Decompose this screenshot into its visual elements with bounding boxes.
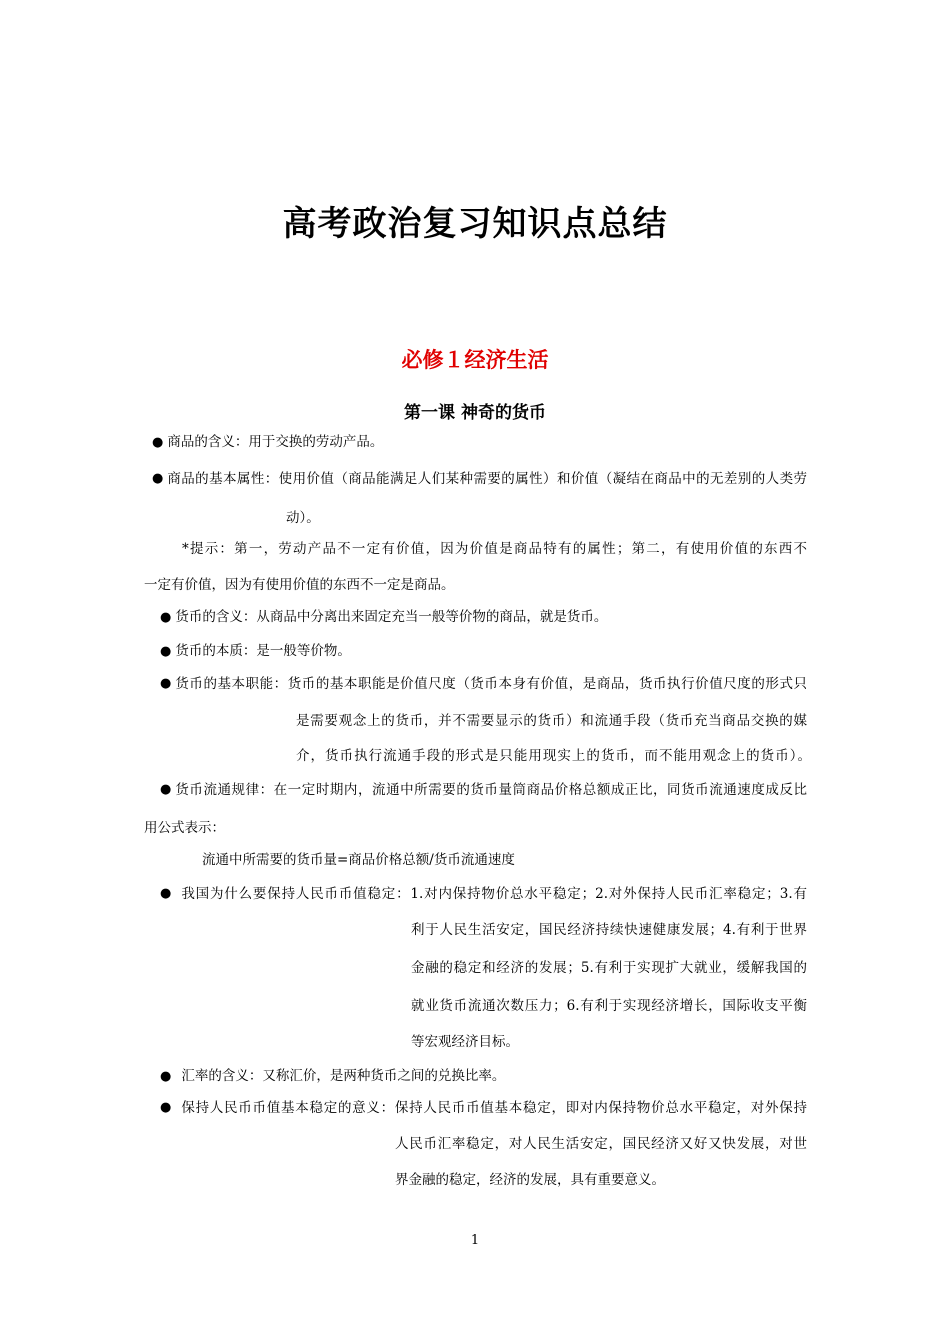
- paragraph-line: 利于人民生活安定，国民经济持续快速健康发展；4.有利于世界: [411, 922, 807, 938]
- hint-line: *提示：第一，劳动产品不一定有价值，因为价值是商品特有的属性；第二，有使用价值的东西不: [182, 541, 807, 557]
- paragraph-line: 界金融的稳定，经济的发展，具有重要意义。: [395, 1172, 665, 1188]
- document-title: 高考政治复习知识点总结: [282, 204, 668, 244]
- paragraph-line: 动）。: [286, 510, 320, 526]
- lesson-heading: 第一课 神奇的货币: [404, 403, 546, 423]
- paragraph-line: 是需要观念上的货币，并不需要显示的货币）和流通手段（货币充当商品交换的媒: [296, 713, 807, 729]
- paragraph-line: ● 商品的基本属性：使用价值（商品能满足人们某种需要的属性）和价值（凝结在商品中的无差别的人类劳: [152, 471, 807, 487]
- paragraph-line: ● 汇率的含义：又称汇价，是两种货币之间的兑换比率。: [160, 1066, 505, 1087]
- paragraph-line: 人民币汇率稳定，对人民生活安定，国民经济又好又快发展，对世: [395, 1136, 807, 1152]
- paragraph-line: 介，货币执行流通手段的形式是只能用现实上的货币，而不能用观念上的货币）。: [296, 748, 811, 764]
- paragraph-line: 就业货币流通次数压力；6.有利于实现经济增长，国际收支平衡: [411, 998, 807, 1014]
- hint-line: 一定有价值，因为有使用价值的东西不一定是商品。: [144, 577, 455, 593]
- bullet-icon: ●: [160, 1100, 172, 1115]
- paragraph-line: ● 商品的含义：用于交换的劳动产品。: [152, 432, 383, 453]
- paragraph-line: ● 货币的含义：从商品中分离出来固定充当一般等价物的商品，就是货币。: [160, 607, 607, 628]
- bullet-icon: ●: [160, 1069, 172, 1084]
- formula-line: 流通中所需要的货币量=商品价格总额/货币流通速度: [202, 852, 515, 868]
- part-heading: 必修１经济生活: [401, 348, 549, 372]
- bullet-icon: ●: [160, 886, 172, 901]
- bullet-icon: ●: [160, 676, 172, 691]
- paragraph-line: 金融的稳定和经济的发展；5.有利于实现扩大就业，缓解我国的: [411, 960, 807, 976]
- paragraph-line: ● 货币流通规律：在一定时期内，流通中所需要的货币量筒商品价格总额成正比，同货币流通速度成反比: [160, 782, 807, 798]
- paragraph-line: ● 我国为什么要保持人民币币值稳定：1.对内保持物价总水平稳定；2.对外保持人民币汇率稳定；3.有: [160, 886, 807, 902]
- paragraph-line: ● 货币的本质：是一般等价物。: [160, 641, 351, 662]
- paragraph-line: 等宏观经济目标。: [411, 1034, 519, 1050]
- bullet-icon: ●: [160, 782, 172, 797]
- bullet-icon: ●: [152, 471, 164, 486]
- bullet-icon: ●: [152, 435, 164, 450]
- paragraph-line: 用公式表示：: [144, 820, 225, 836]
- page-number: 1: [470, 1233, 480, 1248]
- bullet-icon: ●: [160, 610, 172, 625]
- bullet-icon: ●: [160, 644, 172, 659]
- paragraph-line: ● 保持人民币币值基本稳定的意义：保持人民币币值基本稳定，即对内保持物价总水平稳定，对外保持: [160, 1100, 807, 1116]
- paragraph-line: ● 货币的基本职能：货币的基本职能是价值尺度（货币本身有价值，是商品，货币执行价值尺度的形式只: [160, 676, 807, 692]
